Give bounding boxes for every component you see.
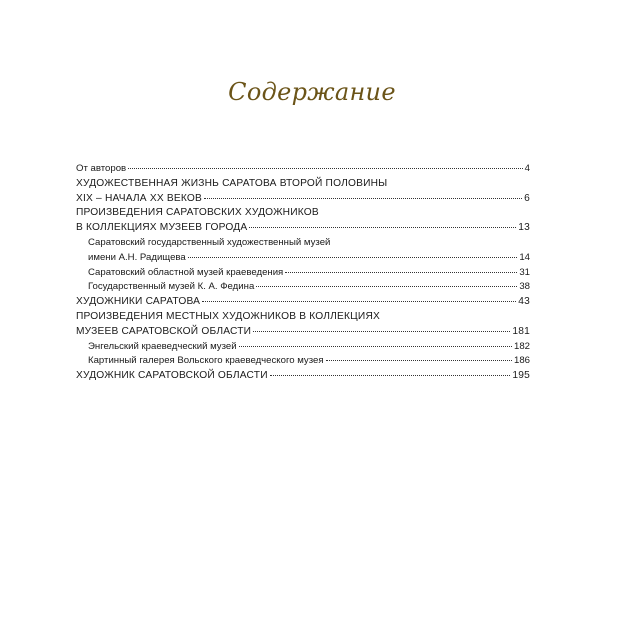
- toc-entry-text: МУЗЕЕВ САРАТОВСКОЙ ОБЛАСТИ: [76, 325, 252, 337]
- toc-page-number: 4: [524, 163, 530, 174]
- toc-page-number: 186: [513, 355, 530, 367]
- toc-page-number: 181: [512, 325, 530, 337]
- toc-entry-text: XIX – НАЧАЛА XX ВЕКОВ: [76, 192, 202, 204]
- toc-dot-leader: [204, 197, 522, 199]
- toc-entry-radishchev-line1: [76, 236, 530, 251]
- toc-entry-text: Саратовский государственный художественный музей: [88, 236, 331, 248]
- toc-entry-regional-collections-line1: [76, 310, 530, 325]
- toc-dot-leader: [239, 345, 512, 347]
- toc-page-number: 13: [518, 222, 530, 234]
- toc-entry-text: ХУДОЖЕСТВЕННАЯ ЖИЗНЬ САРАТОВА ВТОРОЙ ПОЛОВИНЫ: [76, 177, 388, 189]
- toc-entry-text: ПРОИЗВЕДЕНИЯ МЕСТНЫХ ХУДОЖНИКОВ В КОЛЛЕКЦИЯХ: [76, 310, 380, 322]
- toc-entry-art-life-line1: [76, 177, 530, 192]
- toc-page-number: 31: [519, 266, 530, 278]
- toc-entry-art-life-line2: [76, 192, 530, 207]
- toc-page-number: 43: [518, 296, 530, 308]
- toc-dot-leader: [285, 271, 517, 273]
- table-of-contents: [76, 162, 530, 384]
- toc-page-number: 6: [524, 192, 530, 204]
- toc-dot-leader: [256, 285, 517, 287]
- toc-entry-regional-museum: [76, 266, 530, 281]
- toc-entry-text: Картинный галерея Вольского краеведческого музея: [88, 355, 324, 367]
- toc-page-number: 182: [513, 340, 530, 352]
- toc-entry-regional-collections-line2: [76, 325, 530, 340]
- toc-entry-city-museums-line2: [76, 221, 530, 236]
- toc-entry-city-museums-line1: [76, 206, 530, 221]
- toc-entry-authors: [76, 162, 530, 177]
- toc-dot-leader: [188, 256, 518, 258]
- toc-entry-text: ХУДОЖНИКИ САРАТОВА: [76, 296, 201, 308]
- toc-entry-text: От авторов: [76, 163, 127, 174]
- toc-page-number: 38: [519, 281, 530, 293]
- toc-entry-text: Саратовский областной музей краеведения: [88, 266, 284, 278]
- toc-dot-leader: [326, 359, 512, 361]
- toc-entry-text: Энгельский краеведческий музей: [88, 340, 237, 352]
- toc-dot-leader: [249, 226, 516, 228]
- toc-dot-leader: [270, 374, 511, 376]
- toc-page-number: 14: [519, 251, 530, 263]
- toc-entry-volsk-gallery: [76, 354, 530, 369]
- toc-entry-text: имени А.Н. Радищева: [88, 251, 186, 263]
- toc-entry-radishchev-line2: [76, 251, 530, 266]
- toc-page-number: 195: [512, 370, 530, 382]
- toc-entry-text: В КОЛЛЕКЦИЯХ МУЗЕЕВ ГОРОДА: [76, 222, 248, 234]
- toc-entry-fedin-museum: [76, 280, 530, 295]
- toc-dot-leader: [128, 167, 523, 169]
- toc-entry-text: ПРОИЗВЕДЕНИЯ САРАТОВСКИХ ХУДОЖНИКОВ: [76, 207, 319, 219]
- toc-dot-leader: [253, 330, 510, 332]
- toc-entry-text: ХУДОЖНИК САРАТОВСКОЙ ОБЛАСТИ: [76, 370, 268, 382]
- toc-entry-engels-museum: [76, 340, 530, 355]
- toc-entry-saratov-artists: [76, 295, 530, 310]
- toc-entry-regional-artist: [76, 369, 530, 384]
- toc-dot-leader: [202, 300, 516, 302]
- page-title: Содержание: [228, 78, 396, 106]
- toc-entry-text: Государственный музей К. А. Федина: [88, 281, 255, 293]
